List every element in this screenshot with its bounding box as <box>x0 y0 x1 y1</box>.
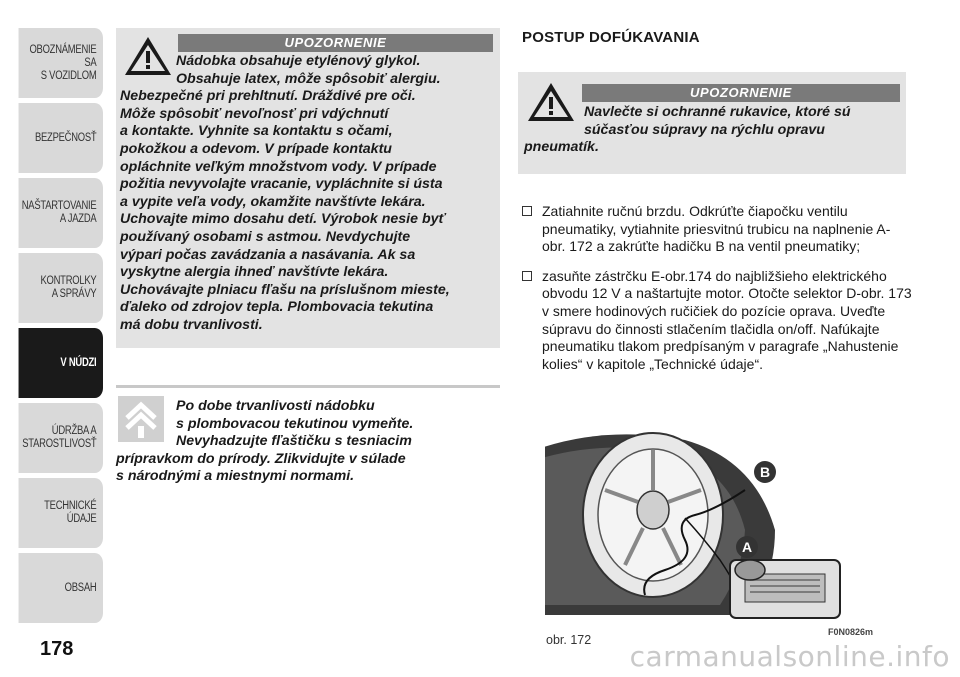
warning-line: pokožkou a odevom. V prípade kontaktu <box>120 140 392 157</box>
note-line: Po dobe trvanlivosti nádobku <box>176 398 375 414</box>
warning-line: Nádobka obsahuje etylénový glykol. <box>176 53 421 69</box>
tab-oboznamenie[interactable]: OBOZNÁMENIE SA S VOZIDLOM <box>19 28 103 98</box>
procedure-steps <box>522 203 912 385</box>
warning-line: Uchovajte mimo dosahu detí. Výrobok nesie byť <box>120 211 446 228</box>
watermark: carmanualsonline.info <box>629 640 950 673</box>
tyre-inflation-illustration <box>545 420 883 632</box>
warning-line: používaný osobami s astmou. Nevdychujte <box>120 228 411 245</box>
figure-code: F0N0826m <box>828 627 874 637</box>
note-line: prípravkom do prírody. Zlikvidujte v súlade <box>116 450 406 467</box>
list-item: zasuňte zástrčku E-obr.174 do najbližšieho elektrického obvodu 12 V a naštartujte motor. Otočte selektor D-obr. 173 v smere hodinových ručičiek do pozície oprava. Uveďte súpravu do činnosti stlačením tlačidla on/off. Nafúkajte pneumatiku tlakom predpísaným v paragrafe „Nahustenie kolies“ v kapitole „Technické údaje“. <box>522 268 912 374</box>
warning-line: požitia nevyvolajte vracanie, vypláchnite si ústa <box>120 176 443 193</box>
note-line: Nevyhadzujte fľaštičku s tesniacim <box>176 433 412 449</box>
warning-line: Nebezpečné pri prehltnutí. Dráždivé pre oči. <box>120 88 416 105</box>
note-line: s plombovacou tekutinou vymeňte. <box>176 415 414 432</box>
warning-line: pneumatík. <box>524 139 599 156</box>
tab-udrzba[interactable]: ÚDRŽBA A STAROSTLIVOSŤ <box>19 403 103 473</box>
list-item: Zatiahnite ručnú brzdu. Odkrúťte čiapočku ventilu pneumatiky, vytiahnite priesvitnú trubicu na naplnenie A-obr. 172 a zakrúťte hadičku B na ventil pneumatiky; <box>522 203 912 256</box>
figure-tyre-compressor <box>545 420 883 632</box>
warning-line: opláchnite veľkým množstvom vody. V prípade <box>120 158 437 175</box>
note-line: s národnými a miestnymi normami. <box>116 468 355 484</box>
tab-bezpecnost[interactable]: BEZPEČNOSŤ <box>19 103 103 173</box>
page-number: 178 <box>40 638 74 660</box>
tab-technicke-udaje[interactable]: TECHNICKÉ ÚDAJE <box>19 478 103 548</box>
section-title: POSTUP DOFÚKAVANIA <box>522 29 700 46</box>
checkbox-bullet-icon <box>522 271 532 281</box>
warning-text-right <box>524 104 904 157</box>
callout-b: B <box>759 464 771 480</box>
warning-line: má dobu trvanlivosti. <box>120 316 263 333</box>
tab-nastartovanie[interactable]: NAŠTARTOVANIE A JAZDA <box>19 178 103 248</box>
warning-line: výpari počas zavádzania a nasávania. Ak sa <box>120 246 416 263</box>
tab-obsah[interactable]: OBSAH <box>19 553 103 623</box>
callout-a: A <box>741 539 753 555</box>
warning-line: súčasťou súpravy na rýchlu opravu <box>584 121 825 138</box>
warning-header-left: UPOZORNENIE <box>178 34 493 52</box>
warning-line: Navlečte si ochranné rukavice, ktoré sú <box>584 104 851 120</box>
note-text <box>116 398 500 486</box>
note-divider <box>116 385 500 388</box>
warning-header-right: UPOZORNENIE <box>582 84 900 102</box>
figure-caption: obr. 172 <box>546 633 592 647</box>
warning-line: Môže spôsobiť nevoľnosť pri vdýchnutí <box>120 105 389 122</box>
warning-line: a kontakte. Vyhnite sa kontaktu s očami, <box>120 123 393 140</box>
warning-line: Obsahuje latex, môže spôsobiť alergiu. <box>176 70 441 87</box>
warning-line: vyskytne alergia ihneď navštívte lekára. <box>120 264 389 281</box>
warning-line: ďaleko od zdrojov tepla. Plombovacia tekutina <box>120 299 434 316</box>
tab-kontrolky[interactable]: KONTROLKY A SPRÁVY <box>19 253 103 323</box>
warning-text-left <box>120 53 498 335</box>
warning-line: Uchovávajte plniacu fľašu na príslušnom mieste, <box>120 281 450 298</box>
checkbox-bullet-icon <box>522 206 532 216</box>
warning-line: a vypite veľa vody, okamžite navštívte lekára. <box>120 193 426 210</box>
tab-v-nudzi[interactable]: V NÚDZI <box>19 328 103 398</box>
